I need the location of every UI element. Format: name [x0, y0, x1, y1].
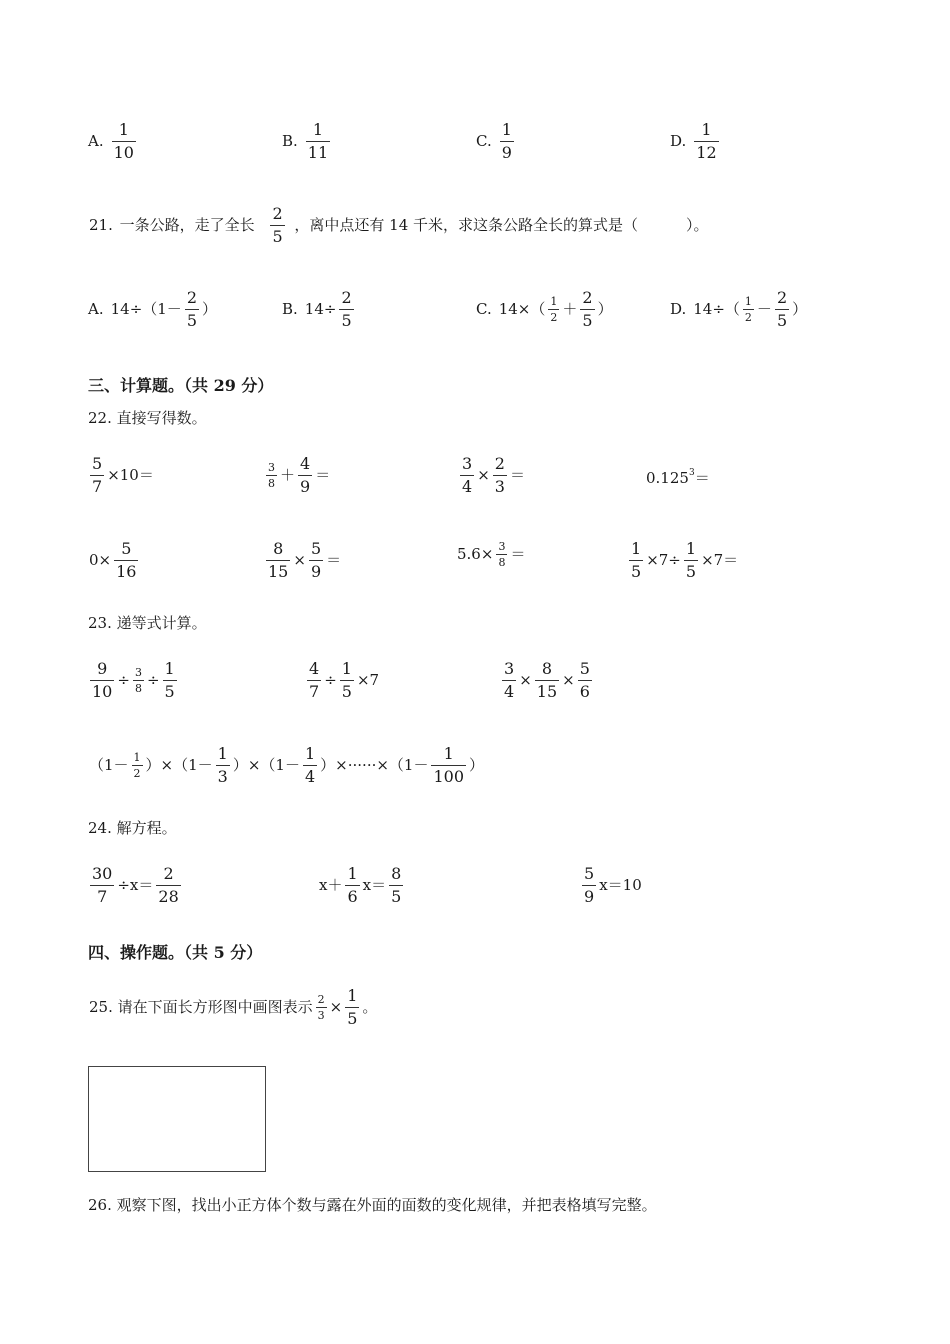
fraction: $\frac{1}{12}$	[696, 120, 717, 162]
q22-expr-7: 5.6× $\frac{3}{8}$ ＝	[457, 540, 526, 569]
q20-option-a: A. $\frac{1}{10}$	[88, 120, 134, 162]
q23-title: 23. 递等式计算。	[88, 614, 207, 632]
fraction: $\frac{1}{5}$	[631, 539, 642, 581]
q25-question: 25. 请在下面长方形图中画图表示 $\frac{2}{3}$ × $\frac{1}{5}$ 。	[89, 986, 378, 1028]
q21-option-d: D. 14÷（ $\frac{1}{2}$ － $\frac{2}{5}$ ）	[670, 288, 808, 330]
q22-expr-1: $\frac{5}{7}$ ×10＝	[92, 454, 154, 496]
fraction: $\frac{1}{10}$	[113, 120, 134, 162]
fraction: $\frac{4}{9}$	[300, 454, 311, 496]
q24-equation-3: $\frac{5}{9}$ x＝10	[584, 864, 642, 906]
q20-option-c: C. $\frac{1}{9}$	[476, 120, 512, 162]
fraction: $\frac{2}{5}$	[776, 288, 788, 330]
fraction: $\frac{1}{5}$	[341, 659, 352, 701]
q22-expr-6: $\frac{8}{15}$ × $\frac{5}{9}$ ＝	[268, 539, 342, 581]
fraction: $\frac{2}{5}$	[341, 288, 352, 330]
q23-expr-4: （1－ $\frac{1}{2}$ ）×（1－ $\frac{1}{3}$ ）×（1－ $\frac{1}{4}$ ）×······×（1－ $\frac{1}{100}$ ）	[89, 744, 485, 786]
q24-title: 24. 解方程。	[88, 819, 177, 837]
q21-option-a: A. 14÷（1－ $\frac{2}{5}$ ）	[88, 288, 218, 330]
fraction: $\frac{1}{5}$	[685, 539, 697, 581]
fraction: $\frac{1}{2}$	[550, 295, 558, 324]
q22-expr-5: 0× $\frac{5}{16}$	[89, 539, 137, 581]
q22-expr-3: $\frac{3}{4}$ × $\frac{2}{3}$ ＝	[462, 454, 525, 496]
q23-expr-1: $\frac{9}{10}$ ÷ $\frac{3}{8}$ ÷ $\frac{1}{5}$	[92, 659, 175, 701]
fraction: $\frac{2}{3}$	[494, 454, 505, 496]
q23-expr-2: $\frac{4}{7}$ ÷ $\frac{1}{5}$ ×7	[309, 659, 380, 701]
fraction: $\frac{2}{5}$	[186, 288, 197, 330]
fraction: $\frac{8}{15}$	[268, 539, 289, 581]
fraction: $\frac{3}{4}$	[462, 454, 473, 496]
q22-expr-2: $\frac{3}{8}$ ＋ $\frac{4}{9}$ ＝	[268, 454, 331, 496]
q21-option-b: B. 14÷ $\frac{2}{5}$	[282, 288, 352, 330]
fraction: $\frac{1}{6}$	[347, 864, 358, 906]
fraction: $\frac{5}{9}$	[584, 864, 595, 906]
fraction: $\frac{1}{2}$	[133, 751, 141, 780]
fraction: $\frac{5}{16}$	[116, 539, 137, 581]
q26-question: 26. 观察下图，找出小正方体个数与露在外面的面数的变化规律，并把表格填写完整。	[88, 1196, 657, 1214]
fraction: $\frac{1}{5}$	[347, 986, 358, 1028]
section3-title: 三、计算题。（共 29 分）	[88, 376, 274, 395]
fraction: $\frac{2}{5}$	[582, 288, 593, 330]
fraction: $\frac{1}{9}$	[501, 120, 512, 162]
fraction: $\frac{1}{100}$	[433, 744, 465, 786]
q23-expr-3: $\frac{3}{4}$ × $\frac{8}{15}$ × $\frac{5}{6}$	[504, 659, 590, 701]
fraction: $\frac{1}{4}$	[304, 744, 316, 786]
fraction: $\frac{5}{7}$	[92, 454, 103, 496]
fraction: $\frac{2}{3}$	[317, 993, 325, 1022]
fraction: $\frac{3}{8}$	[498, 540, 506, 569]
fraction: $\frac{5}{9}$	[310, 539, 322, 581]
fraction: $\frac{3}{8}$	[268, 461, 275, 490]
fraction: $\frac{30}{7}$	[92, 864, 113, 906]
fraction: $\frac{8}{5}$	[391, 864, 402, 906]
fraction: $\frac{2}{28}$	[158, 864, 179, 906]
fraction: $\frac{1}{11}$	[307, 120, 329, 162]
q21-option-c: C. 14×（ $\frac{1}{2}$ ＋ $\frac{2}{5}$ ）	[476, 288, 613, 330]
fraction: $\frac{4}{7}$	[309, 659, 320, 701]
q22-expr-4: $0.125^3=$	[646, 468, 710, 487]
drawing-rectangle[interactable]	[88, 1066, 266, 1172]
q22-title: 22. 直接写得数。	[88, 409, 207, 427]
q22-expr-8: $\frac{1}{5}$ ×7÷ $\frac{1}{5}$ ×7＝	[631, 539, 739, 581]
fraction: $\frac{1}{2}$	[744, 295, 752, 324]
fraction: $\frac{3}{4}$	[504, 659, 515, 701]
fraction: $\frac{2}{5}$	[272, 204, 283, 246]
fraction: $\frac{3}{8}$	[134, 666, 142, 695]
q20-option-d: D. $\frac{1}{12}$	[670, 120, 717, 162]
fraction: $\frac{8}{15}$	[536, 659, 558, 701]
q21-question: 21. 一条公路，走了全长 $\frac{2}{5}$ ，离中点还有 14 千米，求这条公路全长的算式是（ ）。	[89, 204, 709, 246]
fraction: $\frac{1}{3}$	[217, 744, 228, 786]
q20-option-b: B. $\frac{1}{11}$	[282, 120, 329, 162]
q24-equation-2: x＋ $\frac{1}{6}$ x＝ $\frac{8}{5}$	[319, 864, 402, 906]
section4-title: 四、操作题。（共 5 分）	[88, 943, 263, 962]
fraction: $\frac{9}{10}$	[92, 659, 113, 701]
fraction: $\frac{5}{6}$	[579, 659, 590, 701]
fraction: $\frac{1}{5}$	[164, 659, 175, 701]
q24-equation-1: $\frac{30}{7}$ ÷x＝ $\frac{2}{28}$	[92, 864, 179, 906]
